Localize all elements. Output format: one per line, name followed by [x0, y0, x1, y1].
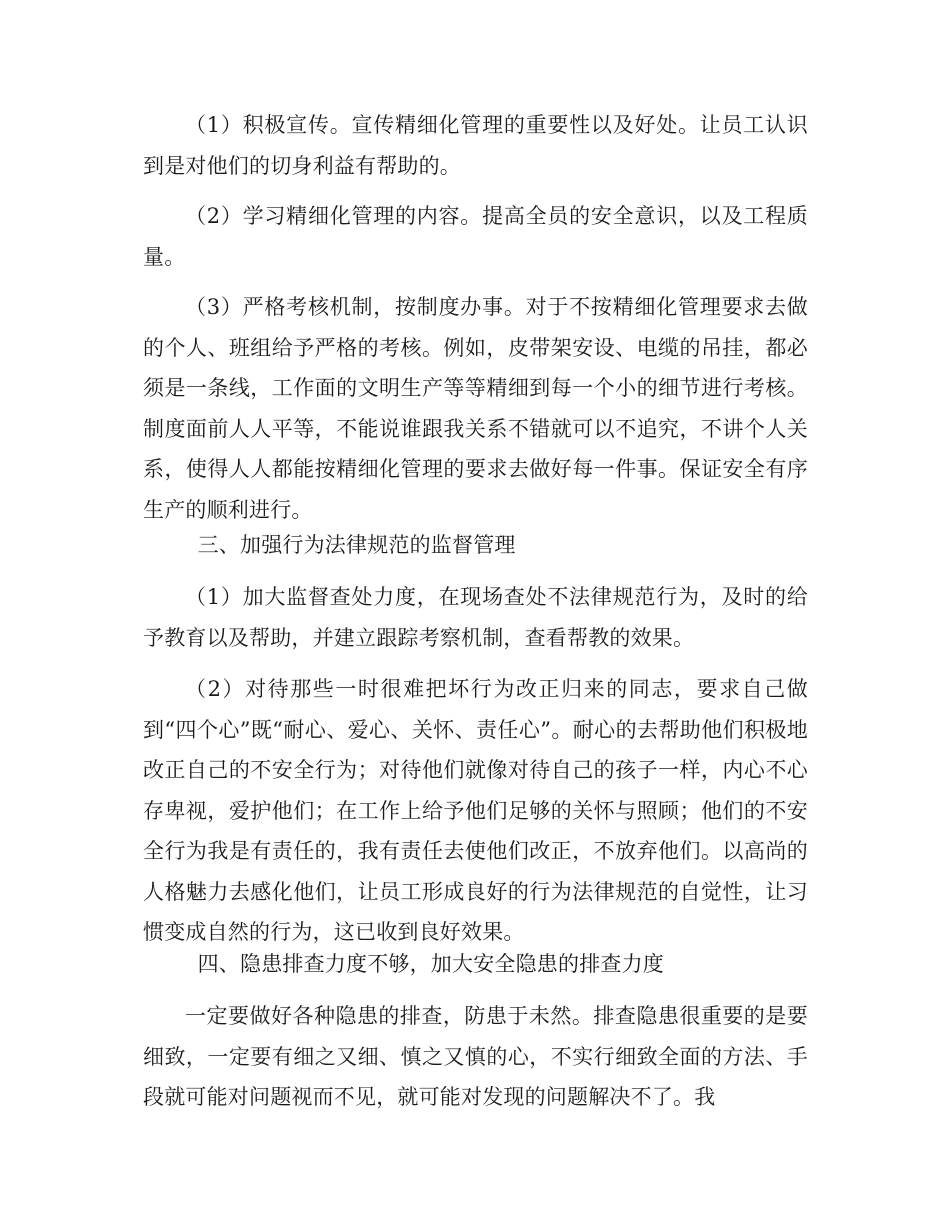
paragraph-hazard-check: 一定要做好各种隐患的排查，防患于未然。排查隐患很重要的是要细致，一定要有细之又细、慎之又慎的心，不实行细致全面的方法、手段就可能对问题视而不见，就可能对发现的问题解决不了。我 [143, 1004, 808, 1109]
paragraph-publicity: （1）积极宣传。宣传精细化管理的重要性以及好处。让员工认识到是对他们的切身利益有帮助的。 [143, 113, 808, 178]
section-heading-three: 三、加强行为法律规范的监督管理 [197, 533, 516, 557]
paragraph-study: （2）学习精细化管理的内容。提高全员的安全意识，以及工程质量。 [143, 204, 808, 269]
section-heading-four: 四、隐患排查力度不够，加大安全隐患的排查力度 [197, 952, 664, 976]
paragraph-supervision: （1）加大监督查处力度，在现场查处不法律规范行为，及时的给予教育以及帮助，并建立跟踪考察机制，查看帮教的效果。 [143, 585, 808, 650]
paragraph-assessment: （3）严格考核机制，按制度办事。对于不按精细化管理要求去做的个人、班组给予严格的考核。例如，皮带架安设、电缆的吊挂，都必须是一条线，工作面的文明生产等等精细到每一个小的细节进行考核。制度面前人人平等，不能说谁跟我关系不错就可以不追究，不讲个人关系，使得人人都能按精细化管理的要求去做好每一件事。保证安全有序生产的顺利进行。 [143, 295, 808, 522]
paragraph-four-hearts: （2）对待那些一时很难把坏行为改正归来的同志，要求自己做到“四个心”既“耐心、爱心、关怀、责任心”。耐心的去帮助他们积极地改正自己的不安全行为；对待他们就像对待自己的孩子一样，内心不心存卑视，爱护他们；在工作上给予他们足够的关怀与照顾；他们的不安全行为我是有责任的，我有责任去使他们改正，不放弃他们。以高尚的人格魅力去感化他们，让员工形成良好的行为法律规范的自觉性，让习惯变成自然的行为，这已收到良好效果。 [143, 677, 808, 944]
